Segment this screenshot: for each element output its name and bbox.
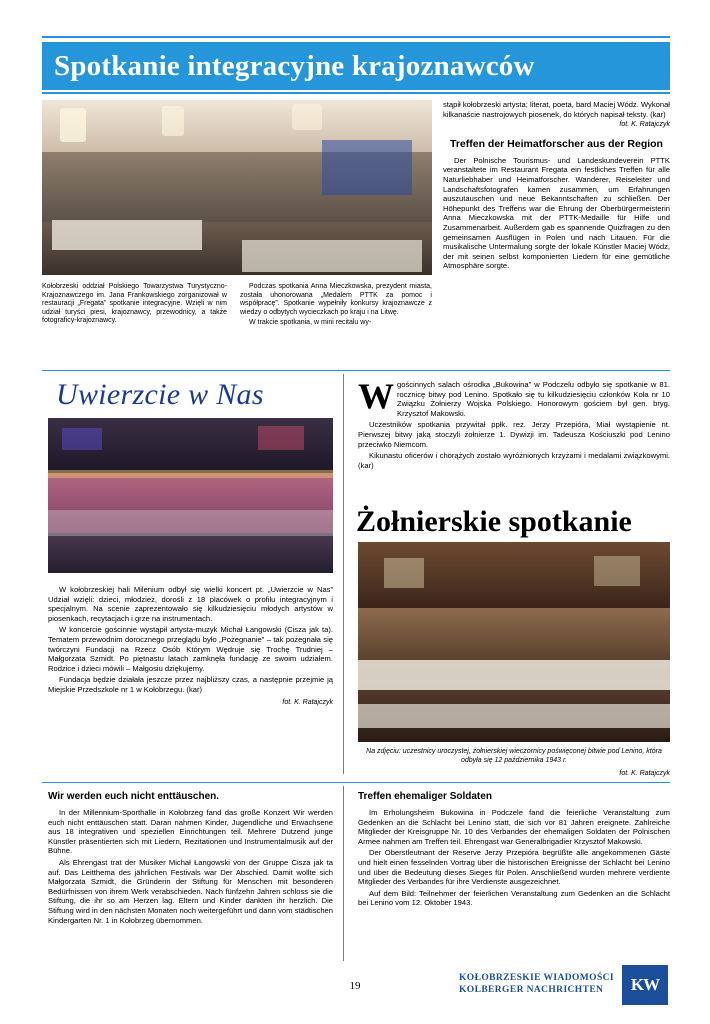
zolnierskie-p2: Uczestników spotkania przywitał ppłk. rez. Jerzy Przepióra, Miał wystąpienie nt. Pierwszej bitwy jaką stoczyli żołnierze 1. Dywizji im. Tadeusza Kościuszki pod Lenino przeciwko Niemcom. (358, 420, 670, 449)
caption-mid-p2: W trakcie spotkania, w mini recitalu wy- (249, 319, 372, 327)
wir-werden-block (48, 790, 333, 927)
zolnierskie-p3: Kikunastu oficerów i chorążych zostało wyróżnionych krzyżami i medalami związkowymi. (kar) (358, 451, 670, 470)
treffen-soldaten-p3: Auf dem Bild: Teilnehmer der feierlichen Veranstaltung zum Gedenken an die Schlacht bei Lenino vom 12. Oktober 1943. (358, 888, 670, 908)
uwierzcie-credit: fot. K. Ratajczyk (282, 698, 333, 706)
right-top-p1: stąpił kołobrzeski artysta; literat, poeta, bard Maciej Wódz. Wykonał kilkanaście nastrojowych piosenek, do których napisał teksty. (kar) (443, 100, 670, 119)
page-number: 19 (349, 980, 361, 992)
uwierzcie-p1: W kołobrzeskiej hali Milenium odbył się wielki koncert pt. „Uwierzcie w Nas” Udział wzięli: dzieci, młodzież, dorośli z 18 placówek o profilu integracyjnym i specjalnym. Na scenie zaprezentowało się kilkudziesięciu młodych artystów w piosenkach, recytacjach i grze na instrumentach. (48, 585, 333, 623)
zolnierskie-lead (358, 376, 670, 472)
top-rule (42, 36, 670, 38)
zolnierskie-photo-caption (358, 748, 670, 765)
treffen-soldaten-p2: Der Oberstleutnant der Reserve Jerzy Przepióra begrüßte alle angekommenen Gäste und hielt einen fesselnden Vortrag über die historischen Ereignisse der Schlacht bei Lenino und über die Bedeutung dieses Sieges für Polen. Anschließend wurden mehrere verdiente Mitglieder des Verbandes für ihre Verdienste ausgezeichnet. (358, 848, 670, 887)
uwierzcie-p2: W koncercie gościnnie wystąpił artysta-muzyk Michał Łangowski (Cisza jak ta). Tematem przewodnim dorocznego przeglądu było „Pożegnanie” – tak pożegnała się twórczyni Fundacji na Rzecz Osób Którym Wędruje się Trochę Trudniej – Małgorzata Szmidt. Po piętnastu latach zamknęła fundację ze swoim udziałem. Rodzice i dzieci mówili – Małgosiu dziękujemy. (48, 625, 333, 673)
treffen-soldaten-block (358, 790, 670, 910)
zolnierskie-photo-credit: fot. K. Ratajczyk (619, 770, 670, 777)
column-right-top (443, 100, 670, 273)
zolnierskie-title: Żołnierskie spotkanie (356, 505, 632, 538)
photo-pttk-meeting (42, 100, 432, 275)
photo1-caption-mid (240, 283, 432, 328)
right-top-p2: Der Polnische Tourismus- und Landeskundeverein PTTK veranstaltete im Restaurant Fregata ein festliches Treffen für alle Naturliebhaber und Heimatforscher. Wanderer, Reiseleiter und Landschaftsfotografen kamen zusammen, um Erfahrungen auszutauschen und neue Bekanntschaften zu schließen. Der Höhepunkt des Treffens war die Ehrung der Oberbürgermeisterin Anna Mieczkowska mit der PTTK-Medaille für Hilfe und Zusammenarbeit. Außerdem gab es spannende Quizfragen zu den gemeinsamen Ausflügen in Polen und nach Litauen. Für die musikalische Untermalung sorgte der lokale Künstler Maciej Wódz, der mit seinen selbst komponierten Liedern für eine gemütliche Atmosphäre sorgte. (443, 155, 670, 271)
kwn-logo-mark: KW (630, 975, 660, 994)
treffen-heimatforscher-heading: Treffen der Heimatforscher aus der Region (450, 137, 663, 150)
column-divider-2 (343, 786, 344, 961)
publication-name (459, 972, 614, 996)
uwierzcie-body (48, 585, 333, 709)
column-divider (343, 374, 344, 774)
uwierzcie-title: Uwierzcie w Nas (56, 378, 264, 411)
photo-concert-group (48, 418, 333, 573)
caption-mid-p1: Podczas spotkania Anna Mieczkowska, prezydent miasta, została uhonorowana „Medalem PTTK za pomoc i współpracę”. Spotkanie wypełniły konkursy krajoznawcze z wiedzy o odbytych wycieczkach po kraju i na Litwę. (240, 283, 432, 316)
section-divider-1 (42, 370, 670, 371)
page-title: Spotkanie integracyjne krajoznawców (54, 49, 535, 82)
photo1-caption-left (42, 283, 227, 326)
kwn-logo (622, 965, 668, 1005)
wir-werden-p2: Als Ehrengast trat der Musiker Michał Łangowski von der Gruppe Cisza jak ta auf. Das Leitthema des jährlichen Festivals war Der Abschied. Damit wollte sich Małgorzata Szmidt, die Gründerin der Stiftung für Menschen mit besonderen Bedürfnissen von ihrem Werk verabschieden. Nach fünfzehn Jahren schloss sie die Stiftung, die ihr so am Herzen lag. Eltern und Kinder dankten ihr herzlich. Die Stiftung wird in den nächsten Monaten noch weitergeführt und dann vom städtischen Kindergarten Nr. 1 in Kołobrzeg übernommen. (48, 857, 333, 925)
publication-name-pl: KOŁOBRZESKIE WIADOMOŚCI (459, 973, 614, 983)
zolnierskie-caption-text: Na zdjęciu: uczestnicy uroczystej, żołnierskiej wieczornicy poświęconej bitwie pod Lenino, która odbyła się 12 października 1943 r. (366, 748, 662, 764)
right-top-credit: fot. K. Ratajczyk (619, 121, 670, 129)
bottom-rule (42, 92, 670, 94)
zolnierskie-lead-text: gościnnych salach ośrodka „Bukowina” w Podczelu odbyło się spotkanie w 81. rocznicę bitwy pod Lenino. Spotkało się tu kilkudziesięciu członków Koła nr 10 Związku Żołnierzy Wojska Polskiego. Honorowym gościem był gen. bryg. Krzysztof Makowski. (397, 380, 670, 418)
publication-name-de: KOLBERGER NACHRICHTEN (459, 985, 604, 995)
uwierzcie-p3: Fundacja będzie działała jeszcze przez najbliższy czas, a następnie przejmie ją Miejskie Przedszkole nr 1 w Kołobrzegu. (kar) (48, 675, 333, 694)
masthead-banner (42, 42, 670, 90)
caption-left-text: Kołobrzeski oddział Polskiego Towarzystwa Turystyczno-Krajoznawczego im. Jana Frankowskiego zorganizował w restauracji „Fregata” spotkanie integracyjne. Wzięli w nim udział turyści piesi, krajoznawcy, przewodnicy, a także fotograficy-krajoznawcy. (42, 283, 227, 325)
wir-werden-heading: Wir werden euch nicht enttäuschen. (48, 791, 220, 802)
treffen-soldaten-p1: Im Erholungsheim Bukowina in Podczele fand die feierliche Veranstaltung zum Gedenken an die Schlacht bei Lenino statt, die sich vor 81 Jahren ereignete. Zahlreiche Mitglieder der Kreisgruppe Nr. 10 des Verbandes der ehemaligen Soldaten der Polnischen Armee nahmen am Treffen teil. Ehrengast war Generalbrigadier Krzysztof Makowski. (358, 808, 670, 846)
treffen-soldaten-heading: Treffen ehemaliger Soldaten (358, 791, 492, 802)
section-divider-2 (42, 782, 670, 783)
wir-werden-p1: In der Millennium-Sporthalle in Kołobrzeg fand das große Konzert Wir werden euch nicht enttäuschen statt. Daran nahmen Kinder, Jugendliche und Erwachsene aus 18 integrativen und speziellen Einrichtungen teil. Mehrere Dutzend junge Künstler präsentierten sich mit Liedern, Rezitationen und Instrumentalmusik auf der Bühne. (48, 808, 333, 856)
zolnierskie-dropcap: W (358, 376, 394, 416)
photo-soldiers-banquet (358, 542, 670, 742)
